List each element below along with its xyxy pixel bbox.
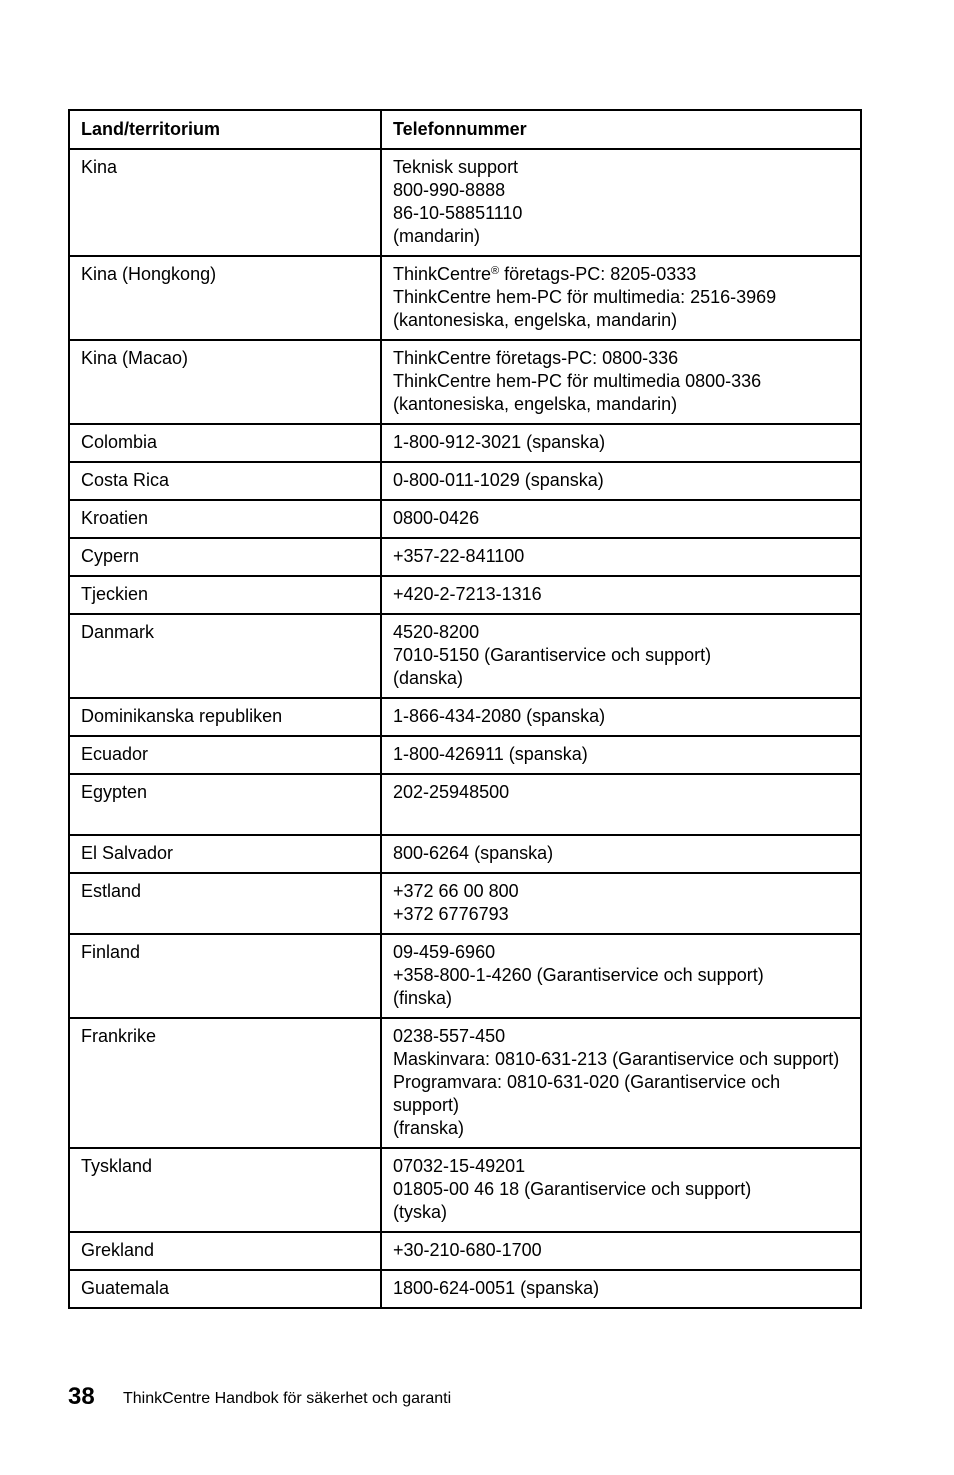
phone-line: 09-459-6960 bbox=[393, 942, 496, 962]
phone-line: 01805-00 46 18 (Garantiservice och support) bbox=[393, 1179, 752, 1199]
phone-line: (tyska) bbox=[393, 1202, 447, 1222]
phone-line: 1-866-434-2080 (spanska) bbox=[393, 706, 606, 726]
phone-line: (danska) bbox=[393, 668, 464, 688]
phone-line: Teknisk support bbox=[393, 157, 519, 177]
phone-line: ThinkCentre hem-PC för multimedia: 2516-3969 bbox=[393, 287, 777, 307]
phone-cell bbox=[381, 149, 861, 256]
phone-line: +420-2-7213-1316 bbox=[393, 584, 542, 604]
phone-cell bbox=[381, 1270, 861, 1308]
country-cell: Costa Rica bbox=[69, 462, 381, 500]
table-row bbox=[69, 1148, 861, 1232]
phone-cell bbox=[381, 736, 861, 774]
column-header-country: Land/territorium bbox=[69, 110, 381, 149]
phone-line: 07032-15-49201 bbox=[393, 1156, 526, 1176]
country-cell: Frankrike bbox=[69, 1018, 381, 1148]
phone-line: (franska) bbox=[393, 1118, 465, 1138]
table-row bbox=[69, 340, 861, 424]
country-cell: Cypern bbox=[69, 538, 381, 576]
table-row bbox=[69, 698, 861, 736]
table-row bbox=[69, 424, 861, 462]
country-cell: Tyskland bbox=[69, 1148, 381, 1232]
phone-line: +372 6776793 bbox=[393, 904, 509, 924]
phone-cell bbox=[381, 1018, 861, 1148]
phone-cell bbox=[381, 424, 861, 462]
country-cell: Ecuador bbox=[69, 736, 381, 774]
page-number: 38 bbox=[68, 1383, 95, 1410]
table-row bbox=[69, 1270, 861, 1308]
table-row bbox=[69, 256, 861, 340]
support-phone-table bbox=[68, 109, 862, 1309]
table-row bbox=[69, 462, 861, 500]
phone-cell bbox=[381, 1232, 861, 1270]
phone-cell bbox=[381, 774, 861, 835]
table-row bbox=[69, 149, 861, 256]
country-cell: El Salvador bbox=[69, 835, 381, 873]
phone-line: 4520-8200 bbox=[393, 622, 480, 642]
table-row bbox=[69, 1018, 861, 1148]
country-cell: Finland bbox=[69, 934, 381, 1018]
country-cell: Estland bbox=[69, 873, 381, 934]
country-cell: Colombia bbox=[69, 424, 381, 462]
country-cell: Dominikanska republiken bbox=[69, 698, 381, 736]
phone-line: +30-210-680-1700 bbox=[393, 1240, 542, 1260]
phone-cell bbox=[381, 576, 861, 614]
phone-line: 0800-0426 bbox=[393, 508, 480, 528]
column-header-phone: Telefonnummer bbox=[381, 110, 861, 149]
phone-line: 0-800-011-1029 (spanska) bbox=[393, 470, 604, 490]
country-cell: Kina (Macao) bbox=[69, 340, 381, 424]
phone-line: Programvara: 0810-631-020 (Garantiservice och support) bbox=[393, 1072, 781, 1115]
table-row bbox=[69, 873, 861, 934]
phone-line: +358-800-1-4260 (Garantiservice och support) bbox=[393, 965, 764, 985]
registered-trademark-mark: ® bbox=[491, 265, 500, 277]
phone-line: (kantonesiska, engelska, mandarin) bbox=[393, 310, 678, 330]
phone-cell bbox=[381, 698, 861, 736]
table-row bbox=[69, 538, 861, 576]
phone-cell bbox=[381, 614, 861, 698]
phone-line: ThinkCentre® företags-PC: 8205-0333 bbox=[393, 264, 697, 284]
phone-cell bbox=[381, 256, 861, 340]
country-cell: Kina (Hongkong) bbox=[69, 256, 381, 340]
country-cell: Grekland bbox=[69, 1232, 381, 1270]
country-cell: Kroatien bbox=[69, 500, 381, 538]
table-row bbox=[69, 774, 861, 835]
phone-line: (finska) bbox=[393, 988, 453, 1008]
phone-line: 202-25948500 bbox=[393, 782, 510, 802]
phone-cell bbox=[381, 340, 861, 424]
phone-cell bbox=[381, 934, 861, 1018]
table-row bbox=[69, 576, 861, 614]
phone-cell bbox=[381, 500, 861, 538]
phone-line: 7010-5150 (Garantiservice och support) bbox=[393, 645, 712, 665]
country-cell: Guatemala bbox=[69, 1270, 381, 1308]
phone-line: 1-800-426911 (spanska) bbox=[393, 744, 588, 764]
table-row bbox=[69, 934, 861, 1018]
phone-line: ThinkCentre hem-PC för multimedia 0800-336 bbox=[393, 371, 762, 391]
phone-line: 86-10-58851110 bbox=[393, 203, 523, 223]
table-row bbox=[69, 835, 861, 873]
phone-line: (mandarin) bbox=[393, 226, 481, 246]
phone-line: Maskinvara: 0810-631-213 (Garantiservice och support) bbox=[393, 1049, 840, 1069]
footer-title: ThinkCentre Handbok för säkerhet och garanti bbox=[123, 1390, 452, 1407]
phone-line: 1800-624-0051 (spanska) bbox=[393, 1278, 600, 1298]
phone-line bbox=[393, 804, 850, 827]
phone-cell bbox=[381, 873, 861, 934]
table-row bbox=[69, 500, 861, 538]
table-row bbox=[69, 1232, 861, 1270]
phone-cell bbox=[381, 1148, 861, 1232]
country-cell: Egypten bbox=[69, 774, 381, 835]
table-header-row bbox=[69, 110, 861, 149]
phone-cell bbox=[381, 538, 861, 576]
country-cell: Danmark bbox=[69, 614, 381, 698]
phone-line: +372 66 00 800 bbox=[393, 881, 519, 901]
phone-line: +357-22-841100 bbox=[393, 546, 525, 566]
phone-line: (kantonesiska, engelska, mandarin) bbox=[393, 394, 678, 414]
phone-line: 1-800-912-3021 (spanska) bbox=[393, 432, 606, 452]
phone-cell bbox=[381, 835, 861, 873]
table-row bbox=[69, 736, 861, 774]
table-row bbox=[69, 614, 861, 698]
phone-line: ThinkCentre företags-PC: 0800-336 bbox=[393, 348, 679, 368]
country-cell: Tjeckien bbox=[69, 576, 381, 614]
phone-cell bbox=[381, 462, 861, 500]
phone-line: 800-6264 (spanska) bbox=[393, 843, 554, 863]
phone-line: 800-990-8888 bbox=[393, 180, 506, 200]
phone-line: 0238-557-450 bbox=[393, 1026, 506, 1046]
country-cell: Kina bbox=[69, 149, 381, 256]
